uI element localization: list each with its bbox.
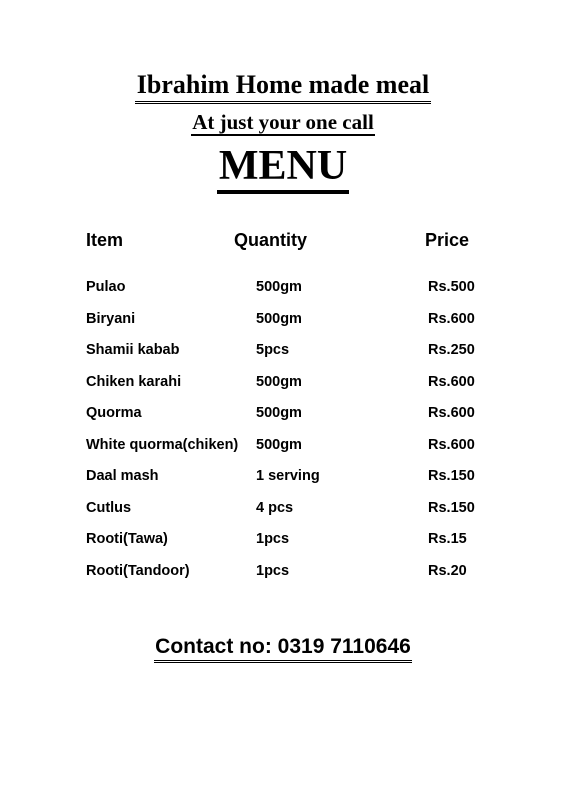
item-quantity: 500gm: [256, 373, 302, 390]
tagline: [0, 110, 566, 136]
menu-heading: [0, 142, 566, 194]
item-quantity: 1pcs: [256, 562, 290, 579]
item-quantity: 500gm: [256, 405, 302, 421]
column-header-item: Item: [86, 230, 124, 250]
contact-line: [0, 634, 566, 663]
table-row: [86, 498, 506, 530]
item-quantity: 5pcs: [256, 342, 290, 358]
shop-title: [0, 70, 566, 104]
column-header-price: Price: [425, 230, 470, 250]
table-row: [86, 435, 506, 467]
item-name: Daal mash: [86, 468, 159, 484]
item-price: Rs.600: [428, 405, 475, 421]
item-quantity: 1 serving: [256, 468, 320, 484]
item-price: Rs.600: [428, 373, 475, 390]
item-name: Shamii kabab: [86, 342, 180, 358]
table-row: [86, 372, 506, 404]
item-name: Rooti(Tawa): [86, 531, 168, 547]
item-name: Chiken karahi: [86, 373, 182, 390]
shop-title-text: Ibrahim Home made meal: [135, 70, 431, 104]
item-name: Biryani: [86, 310, 136, 327]
item-name: Cutlus: [86, 499, 132, 516]
item-price: Rs.150: [428, 468, 475, 484]
item-price: Rs.600: [428, 310, 475, 327]
item-quantity: 4 pcs: [256, 499, 294, 516]
item-price: Rs.500: [428, 279, 475, 295]
menu-table: [86, 277, 506, 592]
menu-heading-text: MENU: [217, 142, 349, 194]
column-header-quantity: Quantity: [234, 230, 308, 250]
item-name: White quorma(chiken): [86, 436, 239, 453]
table-row: [86, 277, 506, 309]
table-row: [86, 561, 506, 593]
item-quantity: 500gm: [256, 310, 302, 327]
item-quantity: 500gm: [256, 279, 302, 295]
contact-number: Contact no: 0319 7110646: [154, 634, 412, 663]
table-row: [86, 309, 506, 341]
table-row: [86, 340, 506, 372]
item-name: Rooti(Tandoor): [86, 562, 190, 579]
item-name: Pulao: [86, 279, 126, 295]
table-row: [86, 403, 506, 435]
item-price: Rs.150: [428, 499, 475, 516]
item-quantity: 500gm: [256, 436, 302, 453]
table-row: [86, 529, 506, 561]
tagline-text: At just your one call: [192, 110, 374, 134]
item-price: Rs.15: [428, 531, 467, 547]
item-name: Quorma: [86, 405, 142, 421]
table-row: [86, 466, 506, 498]
item-price: Rs.250: [428, 342, 475, 358]
item-price: Rs.20: [428, 562, 467, 579]
item-price: Rs.600: [428, 436, 475, 453]
item-quantity: 1pcs: [256, 531, 290, 547]
